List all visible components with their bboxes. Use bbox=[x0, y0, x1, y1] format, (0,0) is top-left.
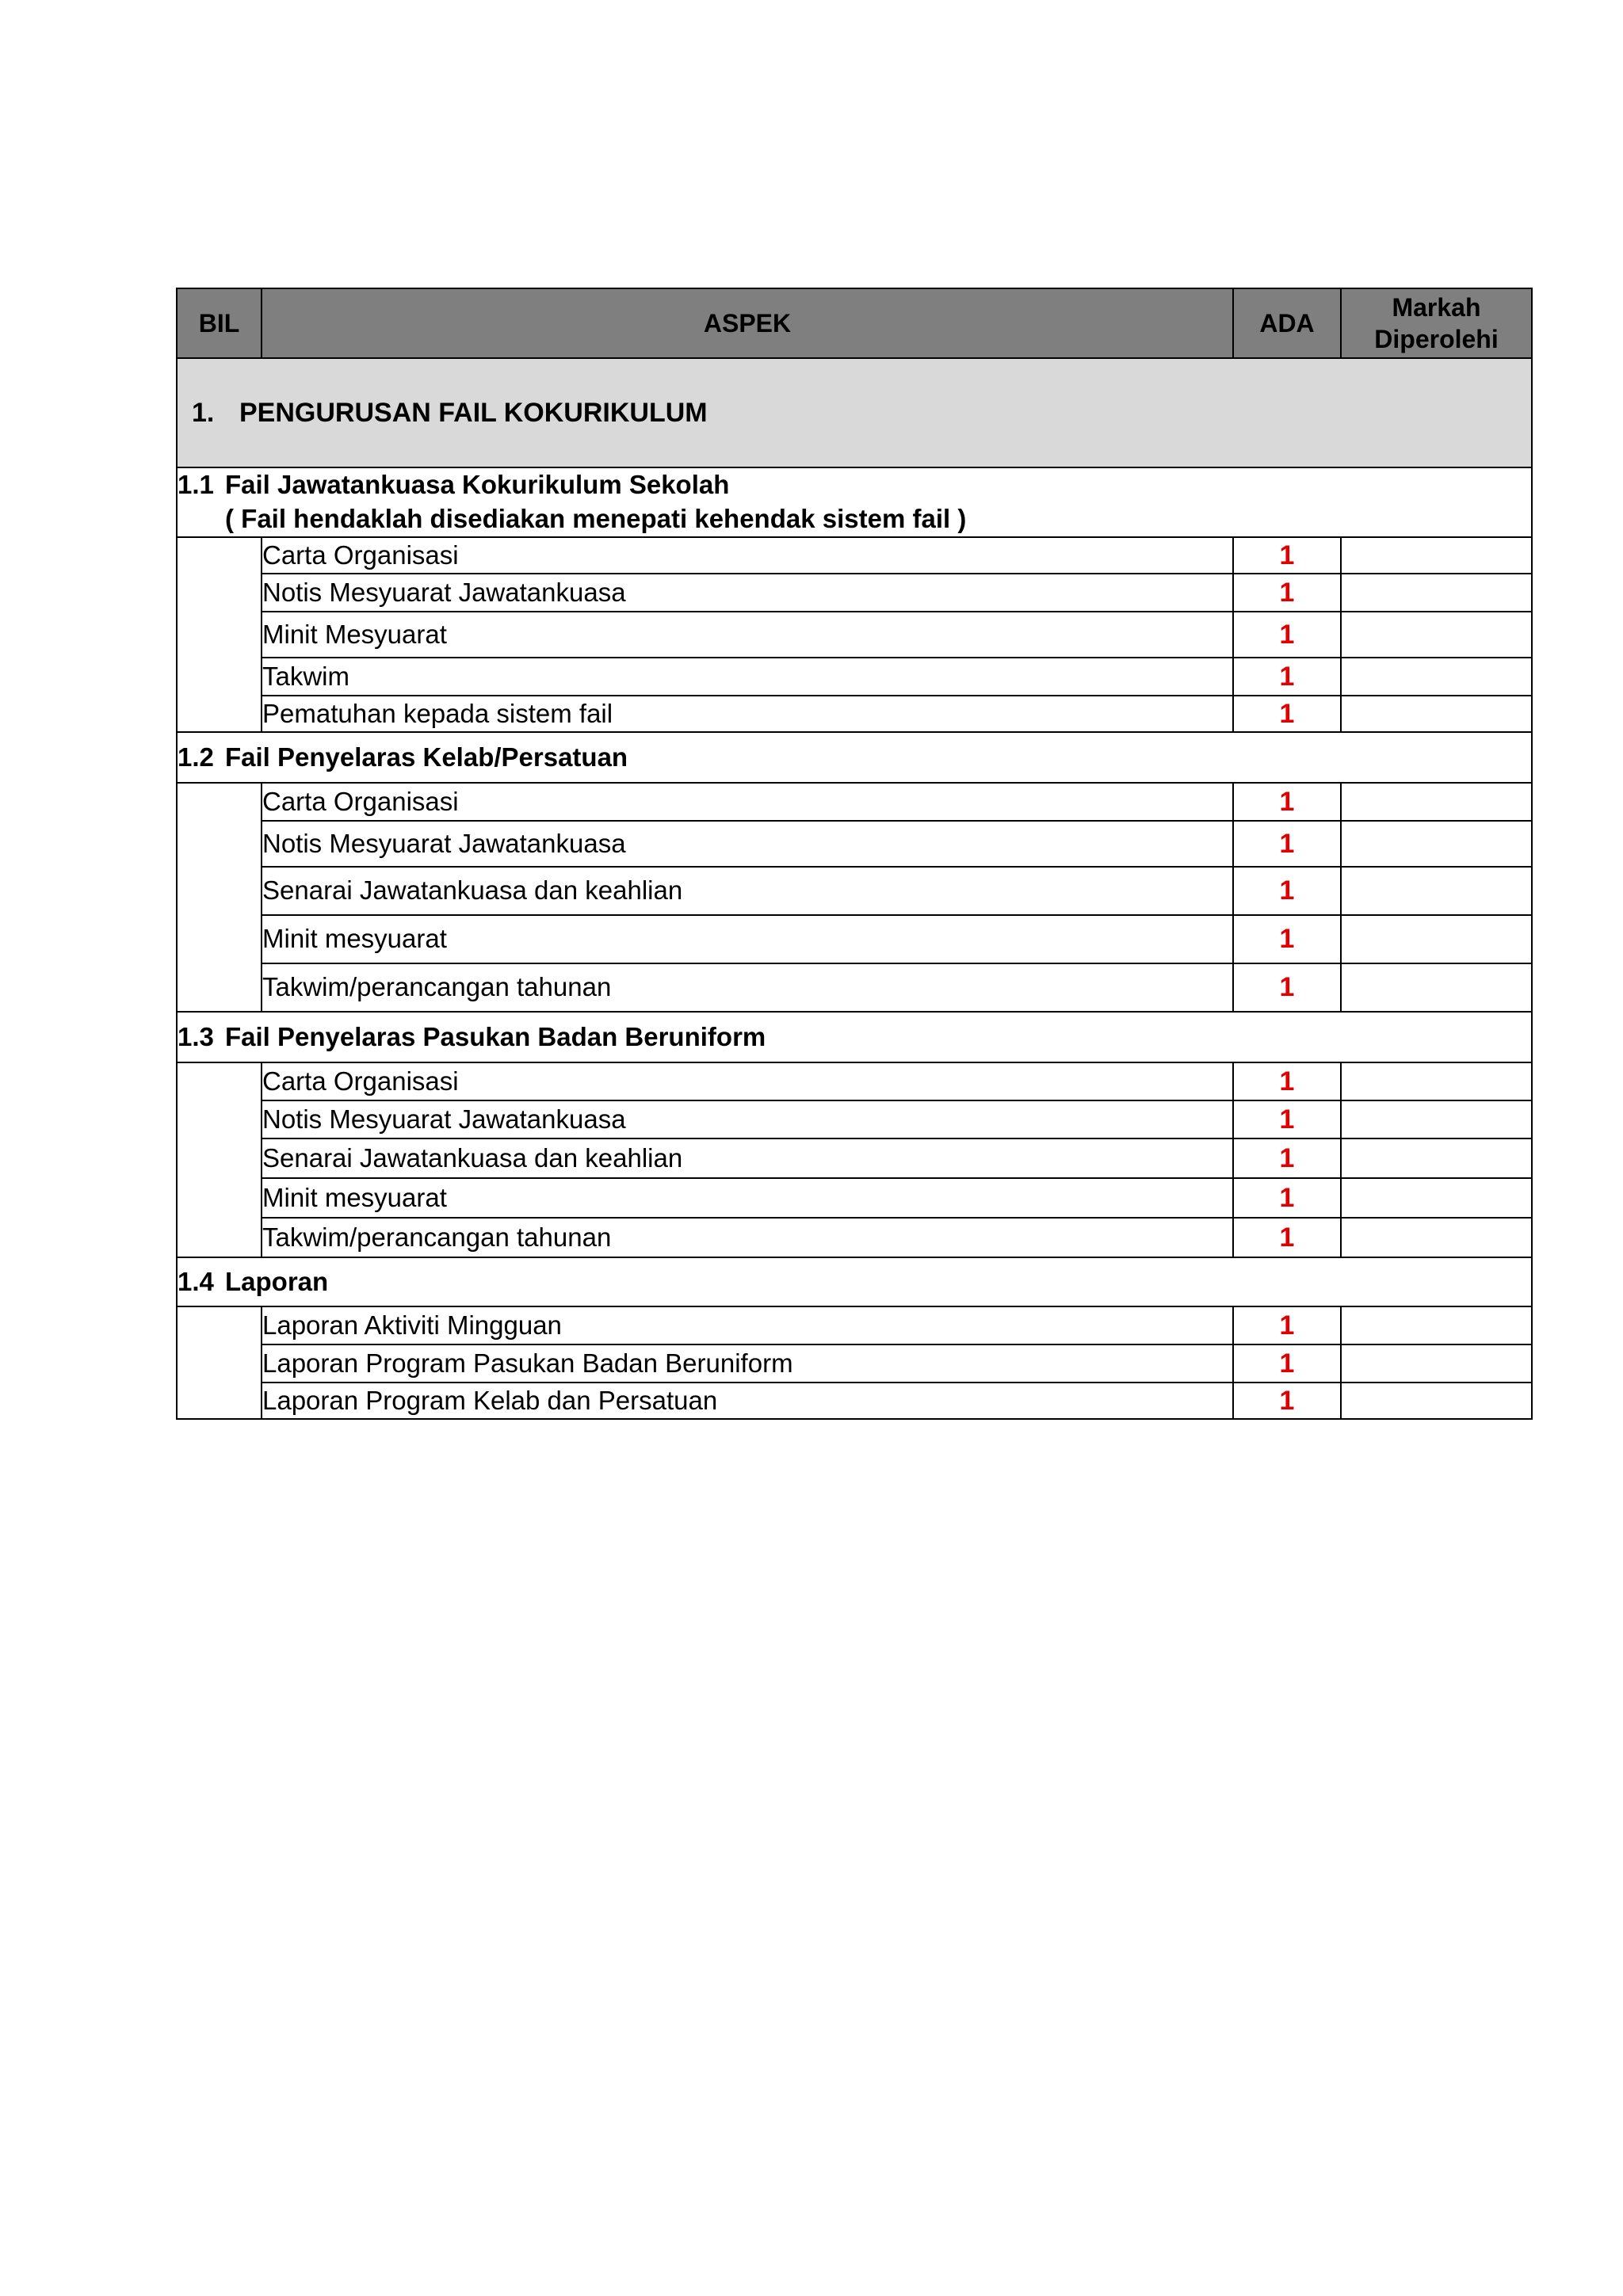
table-row bbox=[177, 1218, 1532, 1257]
table-row bbox=[177, 1383, 1532, 1419]
header-aspek: ASPEK bbox=[262, 288, 1233, 358]
ada-cell: 1 bbox=[1233, 963, 1341, 1012]
aspek-cell: Pematuhan kepada sistem fail bbox=[262, 696, 1233, 732]
markah-cell[interactable] bbox=[1341, 696, 1532, 732]
subsection-number: 1.2 bbox=[178, 742, 214, 772]
markah-cell[interactable] bbox=[1341, 612, 1532, 658]
aspek-cell: Carta Organisasi bbox=[262, 1062, 1233, 1100]
aspek-cell: Laporan Program Pasukan Badan Beruniform bbox=[262, 1344, 1233, 1383]
aspek-cell: Carta Organisasi bbox=[262, 537, 1233, 574]
aspek-cell: Notis Mesyuarat Jawatankuasa bbox=[262, 821, 1233, 867]
aspek-cell: Notis Mesyuarat Jawatankuasa bbox=[262, 1100, 1233, 1138]
markah-cell[interactable] bbox=[1341, 1306, 1532, 1344]
markah-cell[interactable] bbox=[1341, 1100, 1532, 1138]
markah-cell[interactable] bbox=[1341, 783, 1532, 821]
ada-cell: 1 bbox=[1233, 1100, 1341, 1138]
section-row bbox=[177, 358, 1532, 467]
aspek-cell: Minit Mesyuarat bbox=[262, 612, 1233, 658]
markah-cell[interactable] bbox=[1341, 1178, 1532, 1218]
markah-cell[interactable] bbox=[1341, 915, 1532, 963]
table-row bbox=[177, 867, 1532, 915]
aspek-cell: Laporan Aktiviti Mingguan bbox=[262, 1306, 1233, 1344]
aspek-cell: Takwim/perancangan tahunan bbox=[262, 963, 1233, 1012]
table-row bbox=[177, 658, 1532, 696]
ada-cell: 1 bbox=[1233, 537, 1341, 574]
table-row bbox=[177, 1178, 1532, 1218]
markah-cell[interactable] bbox=[1341, 1138, 1532, 1178]
markah-cell[interactable] bbox=[1341, 537, 1532, 574]
ada-cell: 1 bbox=[1233, 574, 1341, 612]
section-cell bbox=[177, 358, 1532, 467]
subsection-number: 1.3 bbox=[178, 1021, 214, 1051]
bil-cell bbox=[177, 1062, 262, 1257]
aspek-cell: Laporan Program Kelab dan Persatuan bbox=[262, 1383, 1233, 1419]
aspek-cell: Senarai Jawatankuasa dan keahlian bbox=[262, 1138, 1233, 1178]
table-row bbox=[177, 612, 1532, 658]
ada-cell: 1 bbox=[1233, 915, 1341, 963]
ada-cell: 1 bbox=[1233, 612, 1341, 658]
subsection-row bbox=[177, 1012, 1532, 1062]
table-body bbox=[177, 358, 1532, 1419]
table-row bbox=[177, 1062, 1532, 1100]
aspek-cell: Notis Mesyuarat Jawatankuasa bbox=[262, 574, 1233, 612]
bil-cell bbox=[177, 783, 262, 1012]
aspek-cell: Senarai Jawatankuasa dan keahlian bbox=[262, 867, 1233, 915]
table-row bbox=[177, 915, 1532, 963]
subsection-title: Fail Penyelaras Kelab/Persatuan bbox=[225, 742, 628, 772]
ada-cell: 1 bbox=[1233, 1218, 1341, 1257]
ada-cell: 1 bbox=[1233, 1383, 1341, 1419]
table-row bbox=[177, 574, 1532, 612]
table-row bbox=[177, 821, 1532, 867]
aspek-cell: Takwim/perancangan tahunan bbox=[262, 1218, 1233, 1257]
aspek-cell: Carta Organisasi bbox=[262, 783, 1233, 821]
subsection-cell bbox=[177, 1257, 1532, 1306]
ada-cell: 1 bbox=[1233, 1344, 1341, 1383]
table-row bbox=[177, 696, 1532, 732]
markah-cell[interactable] bbox=[1341, 574, 1532, 612]
table-row bbox=[177, 1100, 1532, 1138]
subsection-title: Fail Jawatankuasa Kokurikulum Sekolah bbox=[225, 470, 730, 500]
markah-cell[interactable] bbox=[1341, 1344, 1532, 1383]
markah-cell[interactable] bbox=[1341, 963, 1532, 1012]
markah-cell[interactable] bbox=[1341, 1383, 1532, 1419]
section-title: PENGURUSAN FAIL KOKURIKULUM bbox=[239, 397, 708, 428]
table-row bbox=[177, 537, 1532, 574]
subsection-number: 1.1 bbox=[178, 470, 214, 500]
ada-cell: 1 bbox=[1233, 1062, 1341, 1100]
markah-cell[interactable] bbox=[1341, 867, 1532, 915]
subsection-title: Laporan bbox=[225, 1266, 329, 1296]
table-row bbox=[177, 963, 1532, 1012]
subsection-cell bbox=[177, 467, 1532, 537]
markah-cell[interactable] bbox=[1341, 821, 1532, 867]
markah-cell[interactable] bbox=[1341, 1062, 1532, 1100]
aspek-cell: Minit mesyuarat bbox=[262, 915, 1233, 963]
header-markah-line2: Diperolehi bbox=[1374, 325, 1499, 353]
header-markah-line1: Markah bbox=[1392, 293, 1481, 322]
subsection-number: 1.4 bbox=[178, 1266, 214, 1296]
subsection-cell bbox=[177, 732, 1532, 783]
subsection-row bbox=[177, 467, 1532, 537]
ada-cell: 1 bbox=[1233, 696, 1341, 732]
subsection-note: ( Fail hendaklah disediakan menepati kehendak sistem fail ) bbox=[225, 504, 967, 533]
bil-cell bbox=[177, 537, 262, 732]
table-row bbox=[177, 1306, 1532, 1344]
subsection-title: Fail Penyelaras Pasukan Badan Beruniform bbox=[225, 1021, 766, 1051]
ada-cell: 1 bbox=[1233, 783, 1341, 821]
subsection-row bbox=[177, 732, 1532, 783]
ada-cell: 1 bbox=[1233, 1178, 1341, 1218]
header-row bbox=[177, 288, 1532, 358]
ada-cell: 1 bbox=[1233, 658, 1341, 696]
markah-cell[interactable] bbox=[1341, 658, 1532, 696]
ada-cell: 1 bbox=[1233, 821, 1341, 867]
section-number: 1. bbox=[192, 397, 215, 428]
table-row bbox=[177, 1138, 1532, 1178]
header-ada: ADA bbox=[1233, 288, 1341, 358]
subsection-row bbox=[177, 1257, 1532, 1306]
aspek-cell: Takwim bbox=[262, 658, 1233, 696]
bil-cell bbox=[177, 1306, 262, 1419]
header-bil: BIL bbox=[177, 288, 262, 358]
penilaian-table bbox=[176, 288, 1533, 1420]
table-row bbox=[177, 783, 1532, 821]
header-markah bbox=[1341, 288, 1532, 358]
aspek-cell: Minit mesyuarat bbox=[262, 1178, 1233, 1218]
ada-cell: 1 bbox=[1233, 1306, 1341, 1344]
subsection-cell bbox=[177, 1012, 1532, 1062]
ada-cell: 1 bbox=[1233, 1138, 1341, 1178]
markah-cell[interactable] bbox=[1341, 1218, 1532, 1257]
table-row bbox=[177, 1344, 1532, 1383]
ada-cell: 1 bbox=[1233, 867, 1341, 915]
